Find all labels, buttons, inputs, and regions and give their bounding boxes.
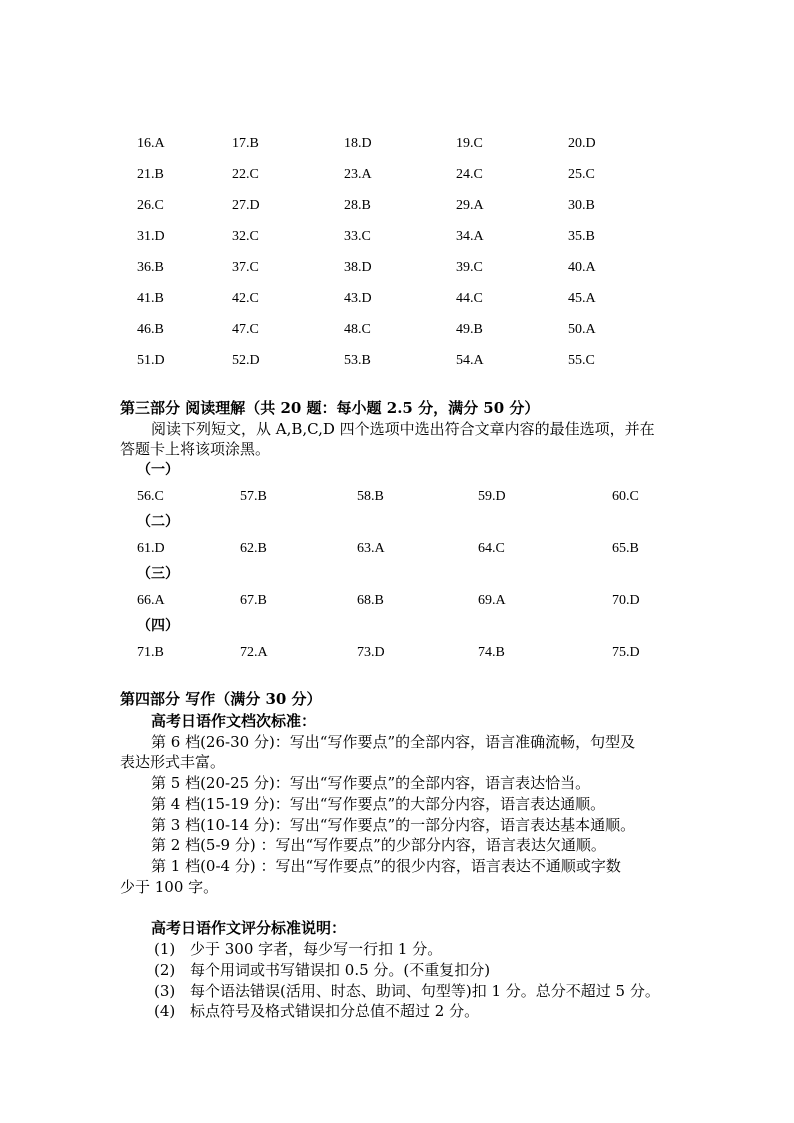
answer-cell: 43.D [344,291,372,306]
answer-cell: 33.C [344,229,371,244]
note-item [0,960,794,980]
answer-cell: 61.D [137,541,165,556]
answer-cell: 53.B [344,353,371,368]
answer-cell: 16.A [137,136,165,151]
answer-cell: 38.D [344,260,372,275]
answer-cell: 34.A [456,229,484,244]
answer-cell: 65.B [612,541,639,556]
answer-cell: 21.B [137,167,164,182]
answer-cell: 62.B [240,541,267,556]
answer-cell: 60.C [612,489,639,504]
answer-cell: 44.C [456,291,483,306]
grade-1-line1: 第 1 档(0-4 分) ：写出“写作要点”的很少内容，语言表达不通顺或字数 [151,857,621,875]
answer-cell: 59.D [478,489,506,504]
answer-cell: 48.C [344,322,371,337]
answer-row [0,642,794,664]
note-text: 每个语法错误(活用、时态、助词、句型等)扣 1 分。总分不超过 5 分。 [190,982,660,1000]
answer-cell: 26.C [137,198,164,213]
answer-row [0,538,794,560]
answer-cell: 19.C [456,136,483,151]
note-number: (1) [154,940,176,958]
standards-title: 高考日语作文档次标准： [151,712,317,730]
answer-cell: 28.B [344,198,371,213]
answer-cell: 27.D [232,198,260,213]
answer-cell: 17.B [232,136,259,151]
section-label: （一） [137,462,179,478]
answer-cell: 36.B [137,260,164,275]
answer-cell: 41.B [137,291,164,306]
grade-1-line2: 少于 100 字。 [120,878,219,896]
part4-heading: 第四部分 写作（满分 30 分） [120,690,322,708]
answer-cell: 67.B [240,593,267,608]
answer-cell: 70.D [612,593,640,608]
grade-4: 第 4 档(15-19 分)：写出“写作要点”的大部分内容，语言表达通顺。 [151,795,606,813]
note-item [0,939,794,959]
answer-cell: 58.B [357,489,384,504]
part3-instruction-line2: 答题卡上将该项涂黑。 [120,440,271,458]
answer-cell: 57.B [240,489,267,504]
answer-cell: 72.A [240,645,268,660]
answer-cell: 68.B [357,593,384,608]
answer-row [0,195,794,217]
answer-cell: 56.C [137,489,164,504]
grade-2: 第 2 档(5-9 分) ：写出“写作要点”的少部分内容，语言表达欠通顺。 [151,836,606,854]
note-number: (4) [154,1002,176,1020]
answer-row [0,133,794,155]
answer-row [0,319,794,341]
note-text: 少于 300 字者，每少写一行扣 1 分。 [190,940,443,958]
answer-cell: 39.C [456,260,483,275]
answer-cell: 32.C [232,229,259,244]
note-item [0,981,794,1001]
note-item [0,1001,794,1021]
answer-row [0,288,794,310]
answer-cell: 30.B [568,198,595,213]
answer-cell: 45.A [568,291,596,306]
answer-cell: 18.D [344,136,372,151]
section-label: （二） [137,514,179,530]
section-label: （四） [137,618,179,634]
note-number: (2) [154,961,176,979]
grade-3: 第 3 档(10-14 分)：写出“写作要点”的一部分内容，语言表达基本通顺。 [151,816,636,834]
answer-row [0,164,794,186]
answer-cell: 47.C [232,322,259,337]
answer-cell: 73.D [357,645,385,660]
answer-cell: 20.D [568,136,596,151]
answer-cell: 64.C [478,541,505,556]
answer-row [0,226,794,248]
notes-title: 高考日语作文评分标准说明： [151,919,347,937]
answer-row [0,486,794,508]
note-text: 标点符号及格式错误扣分总值不超过 2 分。 [190,1002,480,1020]
answer-row [0,257,794,279]
answer-cell: 74.B [478,645,505,660]
note-number: (3) [154,982,176,1000]
answer-cell: 46.B [137,322,164,337]
note-text: 每个用词或书写错误扣 0.5 分。(不重复扣分) [190,961,491,979]
answer-cell: 42.C [232,291,259,306]
answer-cell: 69.A [478,593,506,608]
grade-6-line1: 第 6 档(26-30 分)：写出“写作要点”的全部内容，语言准确流畅，句型及 [151,733,636,751]
answer-cell: 31.D [137,229,165,244]
answer-cell: 35.B [568,229,595,244]
answer-cell: 25.C [568,167,595,182]
answer-cell: 54.A [456,353,484,368]
answer-cell: 51.D [137,353,165,368]
answer-cell: 75.D [612,645,640,660]
answer-cell: 29.A [456,198,484,213]
answer-cell: 71.B [137,645,164,660]
answer-cell: 66.A [137,593,165,608]
answer-cell: 50.A [568,322,596,337]
answer-cell: 63.A [357,541,385,556]
grade-6-line2: 表达形式丰富。 [120,753,226,771]
answer-cell: 55.C [568,353,595,368]
grade-5: 第 5 档(20-25 分)：写出“写作要点”的全部内容，语言表达恰当。 [151,774,591,792]
answer-row [0,350,794,372]
answer-cell: 49.B [456,322,483,337]
answer-cell: 23.A [344,167,372,182]
part3-instruction-line1: 阅读下列短文，从 A,B,C,D 四个选项中选出符合文章内容的最佳选项，并在 [151,420,655,438]
section-label: （三） [137,566,179,582]
answer-cell: 37.C [232,260,259,275]
answer-cell: 24.C [456,167,483,182]
part3-heading: 第三部分 阅读理解（共 20 题：每小题 2.5 分，满分 50 分） [120,399,540,417]
answer-cell: 40.A [568,260,596,275]
answer-row [0,590,794,612]
answer-cell: 22.C [232,167,259,182]
answer-cell: 52.D [232,353,260,368]
